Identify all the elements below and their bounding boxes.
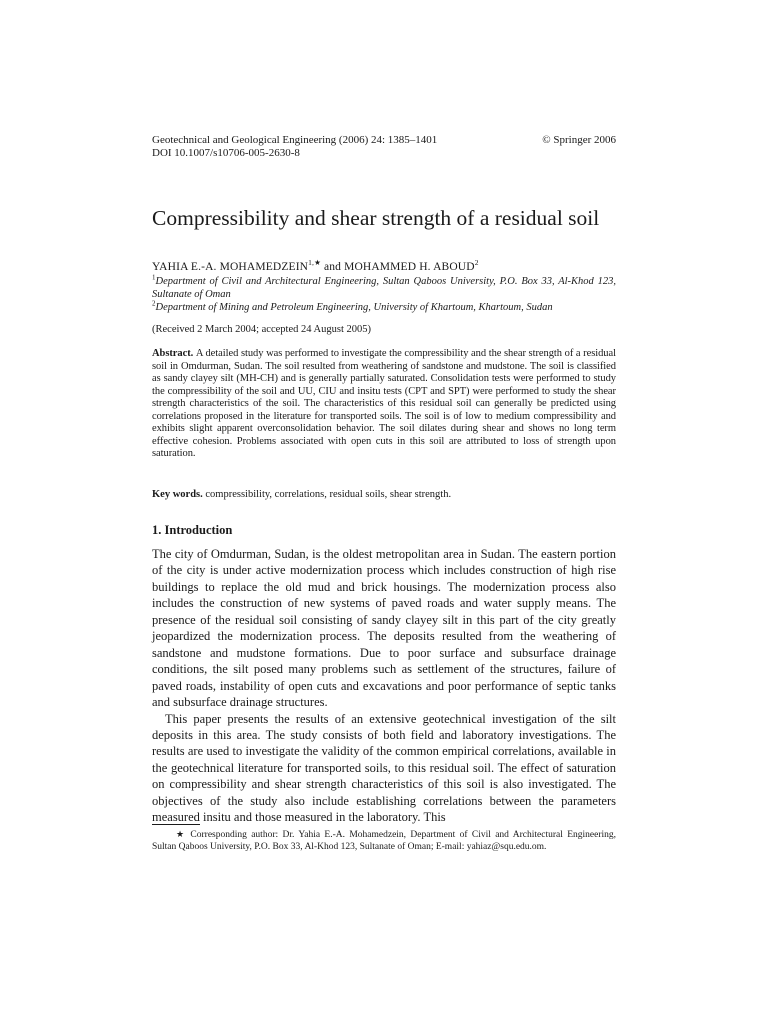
affiliation-2-marker: 2 (152, 299, 156, 308)
footnote-text: Corresponding author: Dr. Yahia E.-A. Mohamedzein, Department of Civil and Architectural Engineering, Sultan Qaboos University, P.O. Box 33, Al-Khod 123, Sultanate of Oman; E-mail: yahiaz@squ.edu.om. (152, 830, 617, 852)
affiliation-1-marker: 1 (152, 273, 156, 282)
received-dates: (Received 2 March 2004; accepted 24 August 2005) (152, 324, 371, 335)
keywords-label: Key words. (152, 489, 203, 500)
copyright-notice: © Springer 2006 (542, 134, 616, 146)
paper-title: Compressibility and shear strength of a residual soil (152, 206, 600, 230)
affiliation-2 (152, 299, 616, 315)
affiliation-1-text: Department of Civil and Architectural Engineering, Sultan Qaboos University, P.O. Box 33, Al-Khod 123, Sultanate of Oman (152, 276, 616, 300)
affiliation-2-text: Department of Mining and Petroleum Engineering, University of Khartoum, Khartoum, Sudan (155, 302, 553, 313)
footnote-divider (152, 824, 200, 825)
section-body (152, 546, 616, 826)
author-line (152, 260, 616, 274)
affiliation-1 (152, 273, 616, 301)
paper-page (152, 0, 616, 1024)
paragraph: This paper presents the results of an extensive geotechnical investigation of the silt deposits in this area. The study consists of both field and laboratory investigations. The results are used to investigate the validity of the common empirical correlations, available in the geotechnical literature for transported soils, to this residual soil. The effect of saturation on compressibility and shear strength characteristics of this soil is also investigated. The objectives of the study also include establishing correlations between the parameters measured insitu and those measured in the laboratory. This (152, 711, 616, 825)
author-2-marker: 2 (474, 258, 479, 268)
journal-header (152, 134, 616, 160)
paragraph: The city of Omdurman, Sudan, is the oldest metropolitan area in Sudan. The eastern portion of the city is under active modernization process which includes construction of high rise buildings to replace the old mud and brick housings. The modernization process also includes the construction of new systems of paved roads and water supply means. The presence of the residual soil consisting of sandy clayey silt in this part of the city greatly jeopardized the modernization process. The deposits resulted from the weathering of sandstone and mudstone formations. Due to poor surface and subsurface drainage conditions, the silt posed many problems such as settlement of the structures, failure of paved roads, instability of open cuts and excavations and poor performance of septic tanks and subsurface drainage structures. (152, 547, 616, 710)
section-heading: 1. Introduction (152, 523, 233, 537)
journal-citation: Geotechnical and Geological Engineering (2006) 24: 1385–1401 (152, 134, 438, 146)
abstract-text: A detailed study was performed to investigate the compressibility and the shear strength of a residual soil in Omdurman, Sudan. The soil resulted from weathering of sandstone and mudstone. The soil is classified as sandy clayey silt (MH-CH) and is generally partially saturated. Consolidation tests were performed to study the compressibility of the soil and UU, CIU and insitu tests (CPT and SPT) were performed to study the shear strength characteristics of the soil. The characteristics of this residual soil can generally be predicted using correlations proposed in the literature for transported soils. The soil is of low to medium compressibility and exhibits slight apparent overconsolidation behavior. The soil dilates during shear and shows no long term effective cohesion. Problems associated with open cuts in this soil are attributed to loss of strength upon saturation. (152, 348, 616, 460)
footnote-marker: ★ (176, 829, 187, 839)
doi: DOI 10.1007/s10706-005-2630-8 (152, 147, 300, 159)
author-conjunction: and (320, 261, 345, 273)
footnote (152, 829, 616, 853)
author-1-name: YAHIA E.-A. MOHAMEDZEIN (152, 261, 309, 273)
author-2-name: MOHAMMED H. ABOUD (344, 261, 475, 273)
author-1-marker: 1,★ (308, 258, 321, 268)
keywords-text: compressibility, correlations, residual soils, shear strength. (205, 489, 452, 500)
abstract-label: Abstract. (152, 348, 194, 359)
keywords (152, 488, 616, 501)
abstract (152, 348, 616, 461)
